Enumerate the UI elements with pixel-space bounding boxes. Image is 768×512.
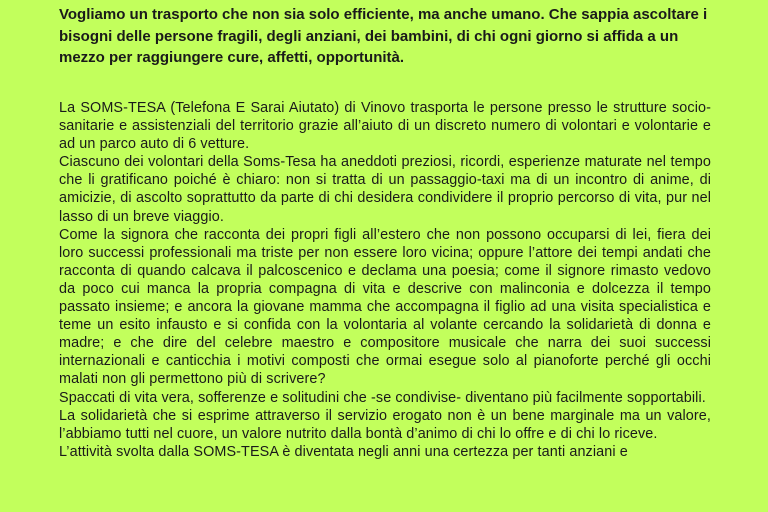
paragraph-slices-of-life: Spaccati di vita vera, sofferenze e solitudini che -se condivise- diventano più facilmente sopportabili. xyxy=(59,389,706,406)
paragraph-activity-cutoff: L’attività svolta dalla SOMS-TESA è diventata negli anni una certezza per tanti anziani e xyxy=(59,443,628,460)
intro-statement: Vogliamo un trasporto che non sia solo efficiente, ma anche umano. Che sappia ascoltare i bisogni delle persone fragili, degli anziani, dei bambini, di chi ogni giorno si affida a un mezzo per raggiungere cure, affetti, opportunità. xyxy=(59,6,708,66)
paragraph-volunteers-anecdotes: Ciascuno dei volontari della Soms-Tesa ha aneddoti preziosi, ricordi, esperienze maturate nel tempo che li gratificano poiché è chiaro: non si tratta di un passaggio-taxi ma di un incontro di anime, di amicizie, di ascolto soprattutto da parte di chi desidera condividere il proprio percorso di vita, pur nel lasso di un breve viaggio. xyxy=(59,154,711,225)
paragraph-solidarity: La solidarietà che si esprime attraverso il servizio erogato non è un bene marginale ma un valore, l’abbiamo tutti nel cuore, un valore nutrito dalla bontà d’animo di chi lo offre e di chi lo riceve. xyxy=(59,407,711,442)
paragraph-passenger-stories: Come la signora che racconta dei propri figli all’estero che non possono occuparsi di lei, fiera dei loro successi professionali ma triste per non essere loro vicina; oppure l’attore dei tempi andati che racconta di quando calcava il palcoscenico e declama una poesia; come il signore rimasto vedovo da poco cui manca la propria compagna di vita e descrive con malinconia e dolcezza il tempo passato insieme; e ancora la giovane mamma che accompagna il figlio ad una visita specialistica e teme un esito infausto e si confida con la volontaria al volante cercando la solidarietà di donna e madre; e che dire del celebre maestro e compositore musicale che narra dei suoi successi internazionali e canticchia i motivi composti che ormai esegue solo al pianoforte perché gli occhi malati non gli permettono più di scrivere? xyxy=(59,226,711,388)
article-body xyxy=(59,99,711,461)
paragraph-soms-tesa-intro: La SOMS-TESA (Telefona E Sarai Aiutato) di Vinovo trasporta le persone presso le strutture socio-sanitarie e assistenziali del territorio grazie all’aiuto di un discreto numero di volontari e volontarie e ad un parco auto di 6 vetture. xyxy=(59,100,711,153)
